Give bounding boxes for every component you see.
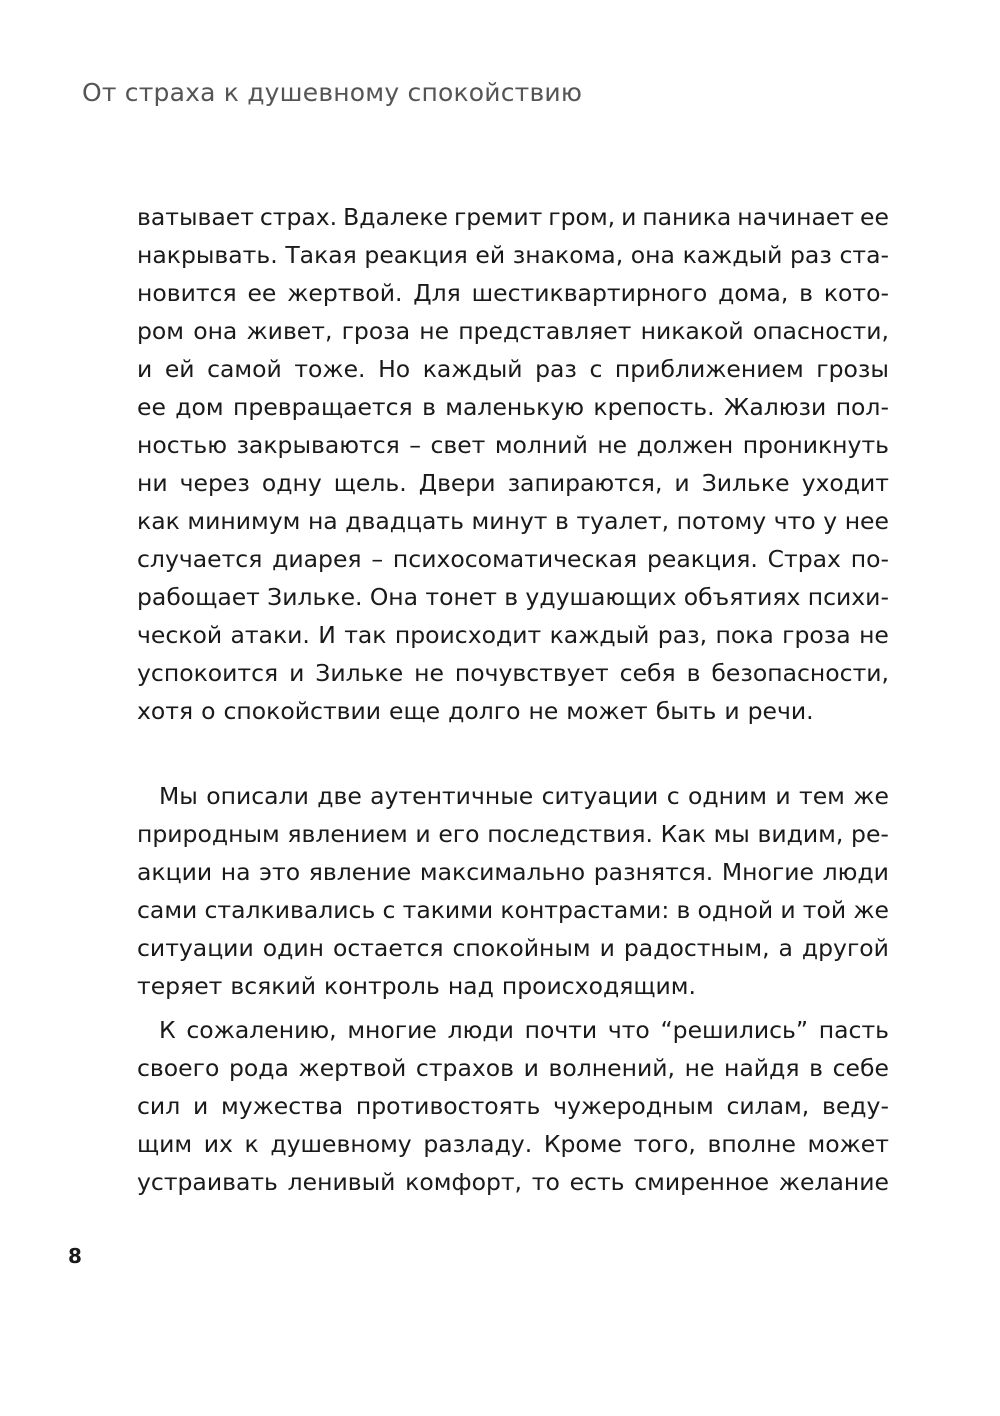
text-line: устраивать ленивый комфорт, то есть смиренное желание <box>137 1168 889 1196</box>
text-line: ни через одну щель. Двери запираются, и Зильке уходит <box>137 469 889 497</box>
text-line: новится ее жертвой. Для шестиквартирного дома, в кото- <box>137 279 889 307</box>
text-line: случается диарея – психосоматическая реакция. Страх по- <box>137 545 889 573</box>
paragraph-3 <box>137 1011 889 1201</box>
text-line: и ей самой тоже. Но каждый раз с приближением грозы <box>137 355 889 383</box>
running-header: От страха к душевному спокойствию <box>82 78 583 107</box>
text-line: своего рода жертвой страхов и волнений, не найдя в себе <box>137 1054 889 1082</box>
text-line: теряет всякий контроль над происходящим. <box>137 972 696 1000</box>
text-line: ситуации один остается спокойным и радостным, а другой <box>137 934 889 962</box>
text-line: успокоится и Зильке не почувствует себя в безопасности, <box>137 659 889 687</box>
text-line: ностью закрываются – свет молний не должен проникнуть <box>137 431 889 459</box>
text-line: накрывать. Такая реакция ей знакома, она каждый раз ста- <box>137 241 889 269</box>
paragraph-2 <box>137 777 889 1005</box>
text-line: ее дом превращается в маленькую крепость. Жалюзи пол- <box>137 393 889 421</box>
text-line: ватывает страх. Вдалеке гремит гром, и паника начинает ее <box>137 203 889 231</box>
page-number: 8 <box>68 1244 82 1268</box>
text-line: как минимум на двадцать минут в туалет, потому что у нее <box>137 507 889 535</box>
text-line: сил и мужества противостоять чужеродным силам, веду- <box>137 1092 889 1120</box>
text-line: ческой атаки. И так происходит каждый раз, пока гроза не <box>137 621 889 649</box>
text-line: К сожалению, многие люди почти что “решились” пасть <box>159 1016 889 1044</box>
text-line: природным явлением и его последствия. Как мы видим, ре- <box>137 820 889 848</box>
text-line: щим их к душевному разладу. Кроме того, вполне может <box>137 1130 889 1158</box>
text-line: рабощает Зильке. Она тонет в удушающих объятиях психи- <box>137 583 889 611</box>
text-line: акции на это явление максимально разнятся. Многие люди <box>137 858 889 886</box>
text-line: Мы описали две аутентичные ситуации с одним и тем же <box>159 782 889 810</box>
paragraph-1 <box>137 198 889 730</box>
text-line: хотя о спокойствии еще долго не может быть и речи. <box>137 697 814 725</box>
text-line: ром она живет, гроза не представляет никакой опасности, <box>137 317 889 345</box>
text-line: сами сталкивались с такими контрастами: в одной и той же <box>137 896 889 924</box>
